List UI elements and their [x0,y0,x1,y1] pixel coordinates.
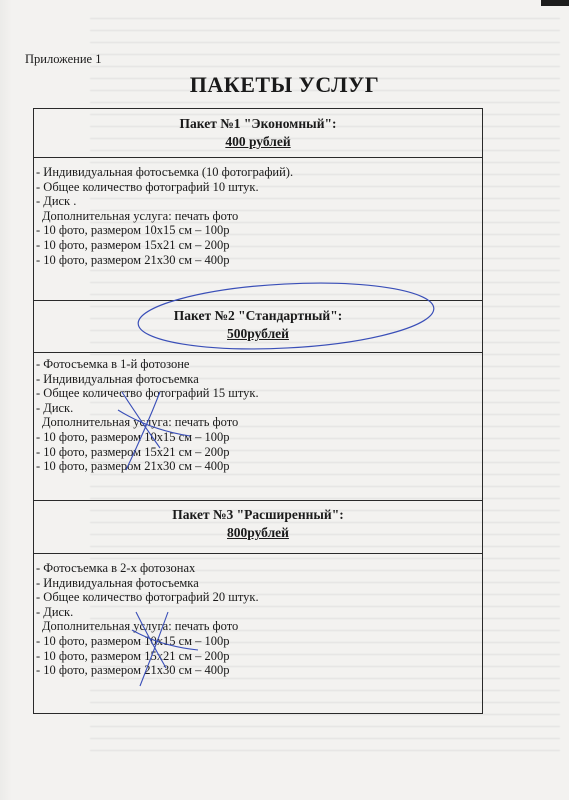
package-3-item: - Индивидуальная фотосъемка [36,575,199,590]
package-1-item: - 10 фото, размером 21х30 см – 400р [36,252,230,267]
package-1-price: 400 рублей [225,134,291,149]
package-2-details [36,357,478,474]
package-3-item: Дополнительная услуга: печать фото [42,619,239,634]
package-1-item: Дополнительная услуга: печать фото [42,208,239,223]
package-2-item: - Индивидуальная фотосъемка [36,371,199,386]
package-2-item: - Общее количество фотографий 15 штук. [36,386,259,401]
package-1-header [34,115,482,151]
package-3-item: - Диск. [36,604,74,619]
package-2-item: - Фотосъемка в 1-й фотозоне [36,357,190,371]
package-3-item: - Общее количество фотографий 20 штук. [36,590,259,605]
divider [34,300,482,301]
package-1-details [36,165,478,267]
package-3-item: - 10 фото, размером 21х30 см – 400р [36,663,230,678]
package-2-header [34,307,482,343]
divider [34,500,482,501]
package-1-item: - Диск . [36,194,77,209]
package-1-item: - 10 фото, размером 10х15 см – 100р [36,223,230,238]
package-3-name: Пакет №3 "Расширенный": [172,507,344,522]
divider [34,352,482,353]
package-1-item: - 10 фото, размером 15х21 см – 200р [36,237,230,252]
package-3-details [36,561,478,678]
package-2-price: 500рублей [227,326,289,341]
package-3-item: - 10 фото, размером 10х15 см – 100р [36,633,230,648]
page-corner-mark [541,0,569,6]
package-1-item: - Общее количество фотографий 10 штук. [36,179,259,194]
package-2-item: - Диск. [36,400,74,415]
appendix-label: Приложение 1 [25,52,102,66]
package-3-item: - Фотосъемка в 2-х фотозонах [36,561,196,575]
package-2-name: Пакет №2 "Стандартный": [173,308,343,323]
package-2-item: - 10 фото, размером 21х30 см – 400р [36,459,230,474]
package-1-item: - Индивидуальная фотосъемка (10 фотографий). [36,165,294,179]
package-2-item: - 10 фото, размером 10х15 см – 100р [36,429,230,444]
package-3-price: 800рублей [227,525,289,540]
package-1-name: Пакет №1 "Экономный": [179,116,337,131]
divider [34,157,482,158]
package-3-item: - 10 фото, размером 15х21 см – 200р [36,648,230,663]
page-title: ПАКЕТЫ УСЛУГ [189,72,380,97]
package-2-item: - 10 фото, размером 15х21 см – 200р [36,444,230,459]
package-2-item: Дополнительная услуга: печать фото [42,415,239,430]
packages-table [33,108,483,714]
package-3-header [34,506,482,542]
divider [34,553,482,554]
